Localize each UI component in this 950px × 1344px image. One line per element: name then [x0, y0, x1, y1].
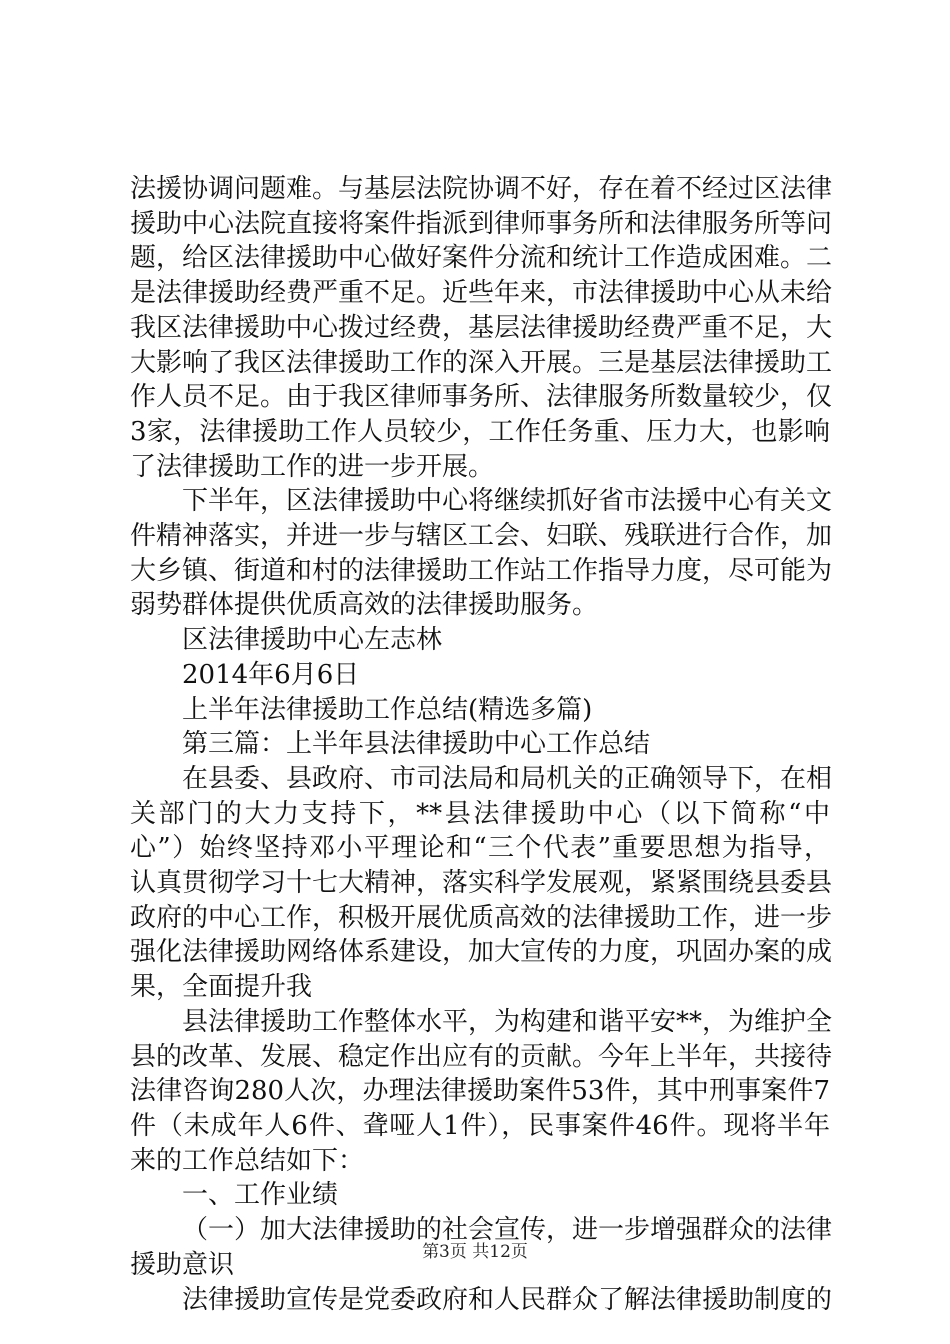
text-line: 大乡镇、街道和村的法律援助工作站工作指导力度，尽可能为: [130, 555, 833, 586]
paragraph-start-line: 县法律援助工作整体水平，为构建和谐平安**，为维护全: [182, 1006, 833, 1037]
text-line: 心”）始终坚持邓小平理论和“三个代表”重要思想为指导，: [130, 833, 830, 864]
text-line: 作人员不足。由于我区律师事务所、法律服务所数量较少，仅: [130, 382, 833, 413]
subsection-heading: （一）加大法律援助的社会宣传，进一步增强群众的法律: [182, 1215, 833, 1246]
text-line: 果，全面提升我: [130, 972, 313, 1003]
text-line: 政府的中心工作，积极开展优质高效的法律援助工作，进一步: [130, 902, 833, 933]
page-number-footer: 第3页 共12页: [422, 1242, 528, 1262]
signature-line: 区法律援助中心左志林: [182, 625, 443, 656]
text-line: 题，给区法律援助中心做好案件分流和统计工作造成困难。二: [130, 243, 833, 274]
paragraph-start-line: 在县委、县政府、市司法局和局机关的正确领导下，在相: [182, 763, 833, 794]
text-line: 法援协调问题难。与基层法院协调不好，存在着不经过区法律: [130, 174, 833, 204]
text-line: 我区法律援助中心拨过经费，基层法律援助经费严重不足，大: [130, 312, 833, 343]
section-heading: 第三篇：上半年县法律援助中心工作总结: [182, 729, 651, 760]
text-line: 援助意识: [130, 1249, 235, 1280]
text-line: 强化法律援助网络体系建设，加大宣传的力度，巩固办案的成: [130, 937, 833, 968]
text-line: 件精神落实，并进一步与辖区工会、妇联、残联进行合作，加: [130, 521, 833, 552]
text-line: 弱势群体提供优质高效的法律援助服务。: [130, 590, 599, 621]
date-line: 2014年6月6日: [182, 659, 360, 690]
document-body: [130, 172, 833, 1317]
paragraph-start-line: 法律援助宣传是党委政府和人民群众了解法律援助制度的: [182, 1284, 833, 1315]
paragraph-start-line: 下半年，区法律援助中心将继续抓好省市法援中心有关文: [182, 486, 833, 517]
text-line: 关部门的大力支持下，**县法律援助中心（以下简称“中: [130, 798, 830, 829]
text-line: 3家，法律援助工作人员较少，工作任务重、压力大，也影响: [130, 416, 830, 447]
text-line: 了法律援助工作的进一步开展。: [130, 451, 495, 482]
text-line: 县的改革、发展、稳定作出应有的贡献。今年上半年，共接待: [130, 1041, 833, 1072]
section-title: 上半年法律援助工作总结(精选多篇): [182, 694, 593, 725]
text-line: 来的工作总结如下：: [130, 1145, 365, 1176]
text-line: 认真贯彻学习十七大精神，落实科学发展观，紧紧围绕县委县: [130, 868, 833, 899]
text-line: 法律咨询280人次，办理法律援助案件53件，其中刑事案件7: [130, 1076, 830, 1107]
text-line: 大影响了我区法律援助工作的深入开展。三是基层法律援助工: [130, 347, 833, 378]
text-line: 件（未成年人6件、聋哑人1件），民事案件46件。现将半年: [130, 1110, 830, 1141]
text-line: 援助中心法院直接将案件指派到律师事务所和法律服务所等问: [130, 208, 833, 239]
subsection-heading: 一、工作业绩: [182, 1180, 339, 1211]
text-line: 是法律援助经费严重不足。近些年来，市法律援助中心从未给: [130, 278, 833, 309]
